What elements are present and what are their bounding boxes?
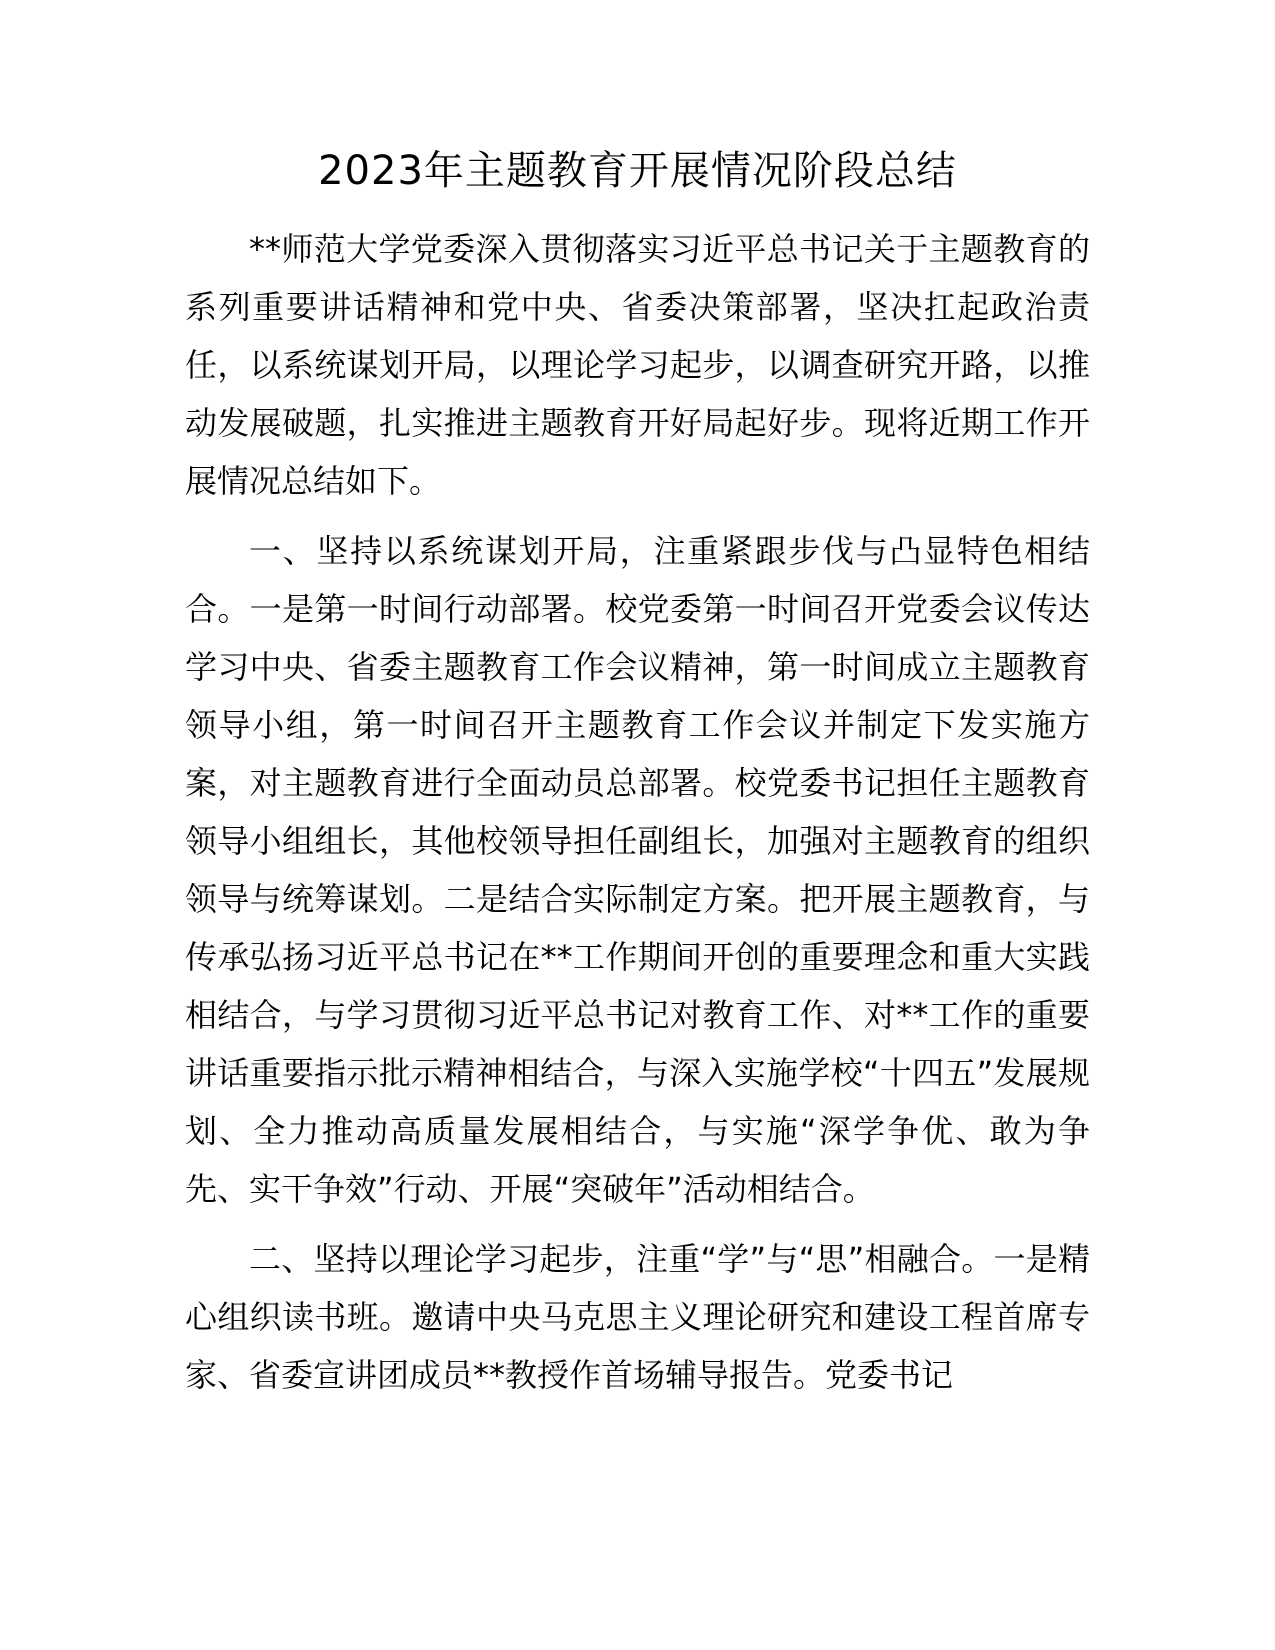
paragraph-intro: **师范大学党委深入贯彻落实习近平总书记关于主题教育的系列重要讲话精神和党中央、省委决策部署，坚决扛起政治责任，以系统谋划开局，以理论学习起步，以调查研究开路，以推动发展破题，扎实推进主题教育开好局起好步。现将近期工作开展情况总结如下。: [185, 230, 1090, 500]
paragraph-section-one: 一、坚持以系统谋划开局，注重紧跟步伐与凸显特色相结合。一是第一时间行动部署。校党委第一时间召开党委会议传达学习中央、省委主题教育工作会议精神，第一时间成立主题教育领导小组，第一时间召开主题教育工作会议并制定下发实施方案，对主题教育进行全面动员总部署。校党委书记担任主题教育领导小组组长，其他校领导担任副组长，加强对主题教育的组织领导与统筹谋划。二是结合实际制定方案。把开展主题教育，与传承弘扬习近平总书记在**工作期间开创的重要理念和重大实践相结合，与学习贯彻习近平总书记对教育工作、对**工作的重要讲话重要指示批示精神相结合，与深入实施学校“十四五”发展规划、全力推动高质量发展相结合，与实施“深学争优、敢为争先、实干争效”行动、开展“突破年”活动相结合。: [185, 532, 1090, 1208]
paragraph-section-two: 二、坚持以理论学习起步，注重“学”与“思”相融合。一是精心组织读书班。邀请中央马克思主义理论研究和建设工程首席专家、省委宣讲团成员**教授作首场辅导报告。党委书记: [185, 1240, 1090, 1394]
document-body: [185, 220, 1090, 1416]
document-title: 2023年主题教育开展情况阶段总结: [318, 148, 957, 194]
